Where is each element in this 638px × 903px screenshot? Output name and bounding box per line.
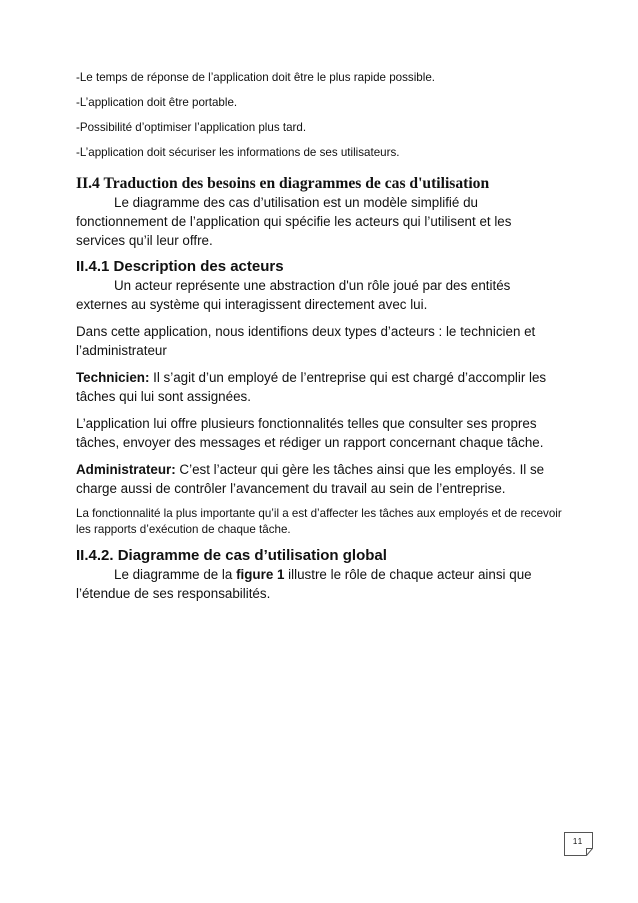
figure-text-before: Le diagramme de la xyxy=(114,567,237,582)
requirement-optimize: -Possibilité d’optimiser l’application plus tard. xyxy=(76,121,307,134)
heading-ii-4: II.4 Traduction des besoins en diagrammes de cas d'utilisation xyxy=(76,175,490,192)
requirement-security: -L’application doit sécuriser les informations de ses utilisateurs. xyxy=(76,146,400,159)
administrateur-description: C’est l’acteur qui gère les tâches ainsi que les employés. Il se charge aussi de contrôler l’avancement du travail au sein de l’entreprise. xyxy=(76,462,545,496)
paragraph-technicien-features: L’application lui offre plusieurs fonctionnalités telles que consulter ses propres tâches, envoyer des messages et rédiger un rapport concernant chaque tâche. xyxy=(76,416,544,450)
document-page xyxy=(76,70,564,611)
paragraph-administrateur xyxy=(76,460,564,498)
paragraph-global-diagram xyxy=(76,565,564,603)
paragraph-use-case-intro: Le diagramme des cas d’utilisation est un modèle simplifié du fonctionnement de l’application qui spécifie les acteurs qui l’utilisent et les services qu’il leur offre. xyxy=(76,195,512,248)
figure-text-after: illustre le rôle de chaque acteur ainsi que l’étendue de ses responsabilités. xyxy=(76,567,532,601)
paragraph-actor-types: Dans cette application, nous identifions deux types d’acteurs : le technicien et l’administrateur xyxy=(76,324,536,358)
figure-reference: figure 1 xyxy=(236,567,285,582)
requirement-portable: -L’application doit être portable. xyxy=(76,96,238,109)
heading-ii-4-2: II.4.2. Diagramme de cas d’utilisation global xyxy=(76,547,387,564)
paragraph-admin-main-feature: La fonctionnalité la plus importante qu’il a est d’affecter les tâches aux employés et de recevoir les rapports d’exécution de chaque tâche. xyxy=(76,507,562,536)
page-number-box xyxy=(564,832,594,856)
paragraph-technicien xyxy=(76,368,564,406)
administrateur-label: Administrateur: xyxy=(76,462,176,477)
heading-ii-4-1: II.4.1 Description des acteurs xyxy=(76,258,284,275)
technicien-label: Technicien: xyxy=(76,370,150,385)
requirement-response-time: -Le temps de réponse de l’application doit être le plus rapide possible. xyxy=(76,71,435,84)
technicien-description: Il s’agit d’un employé de l’entreprise qui est chargé d’accomplir les tâches qui lui sont assignées. xyxy=(76,370,547,404)
paragraph-actor-definition: Un acteur représente une abstraction d'un rôle joué par des entités externes au système qui interagissent directement avec lui. xyxy=(76,278,511,312)
page-number: 11 xyxy=(572,837,584,846)
